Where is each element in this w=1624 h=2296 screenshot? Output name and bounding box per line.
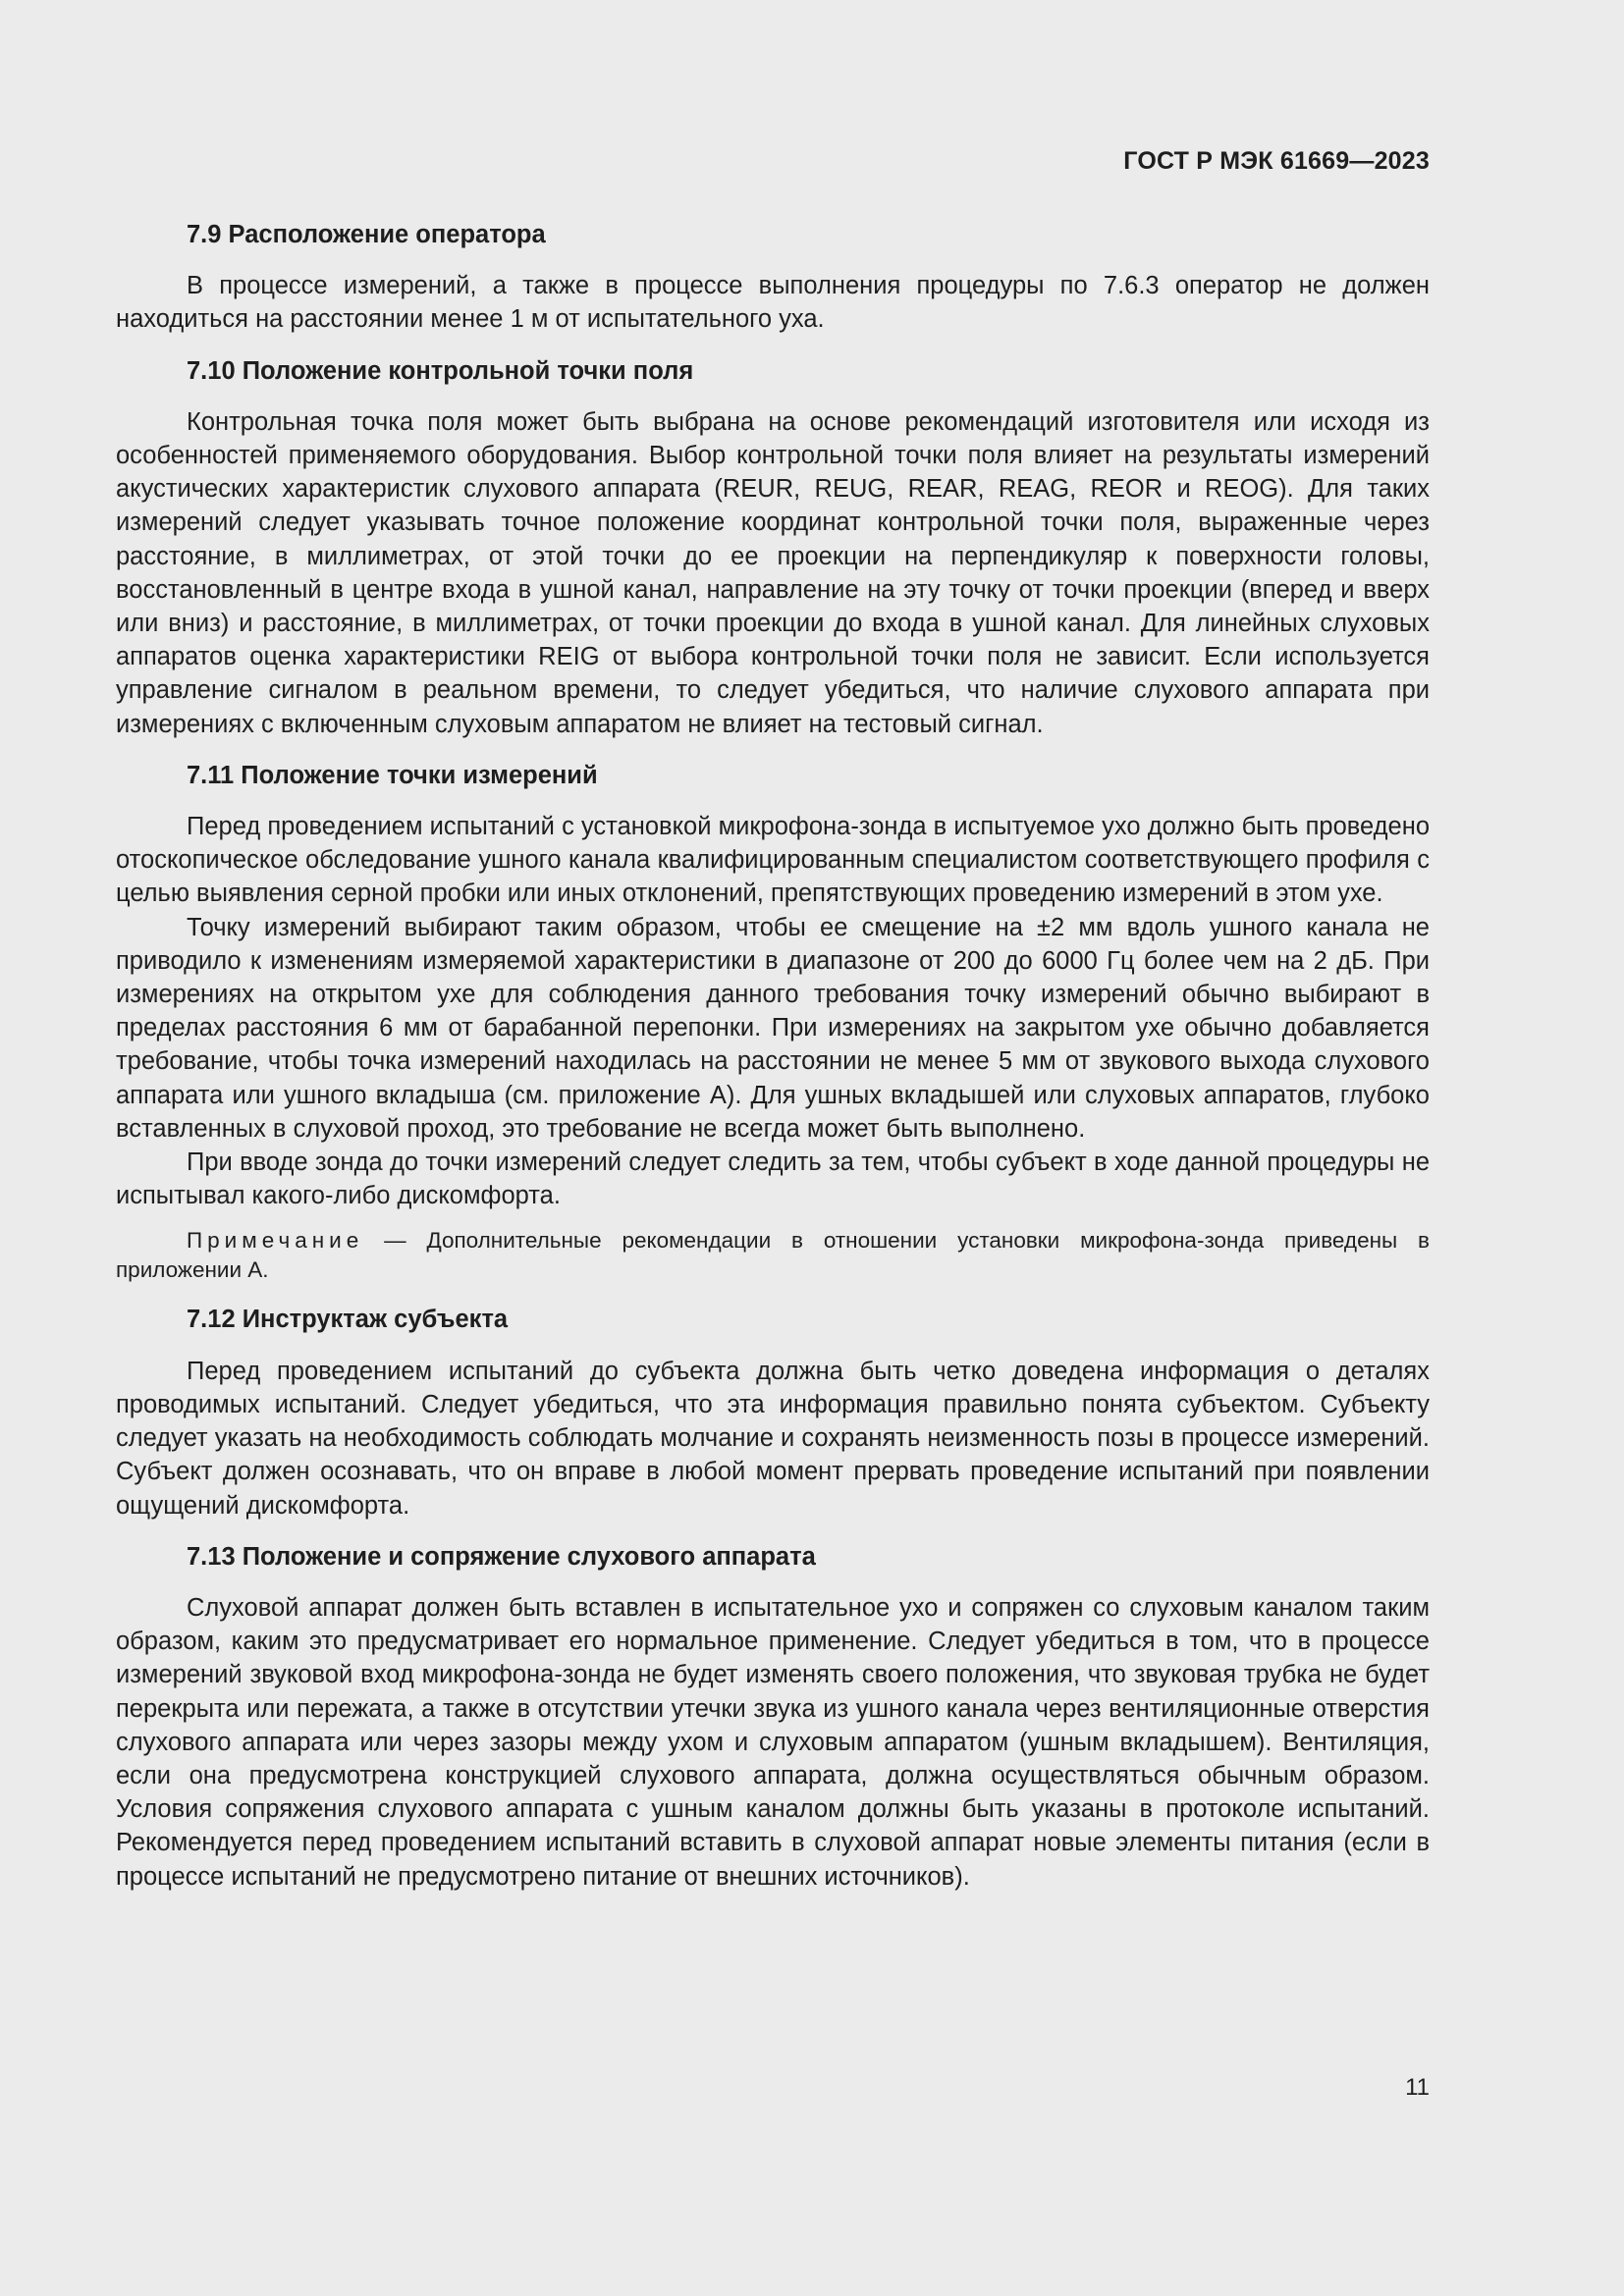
document-body xyxy=(116,218,1430,1894)
paragraph: Перед проведением испытаний с установкой микрофона-зонда в испытуемое ухо должно быть проведено отоскопическое обследование ушного канала квалифицированным специалистом соответствующего профиля с целью выявления серной пробки или иных отклонений, препятствующих проведению измерений в этом ухе. xyxy=(116,813,1430,908)
paragraph: В процессе измерений, а также в процессе выполнения процедуры по 7.6.3 оператор не должен находиться на расстоянии менее 1 м от испытательного уха. xyxy=(116,272,1430,334)
paragraph: Контрольная точка поля может быть выбрана на основе рекомендаций изготовителя или исходя из особенностей применяемого оборудования. Выбор контрольной точки поля влияет на результаты измерений акустических характеристик слухового аппарата (REUR, REUG, REAR, REAG, REOR и REOG). Для таких измерений следует указывать точное положение координат контрольной точки поля, выраженные через расстояние, в миллиметрах, от этой точки до ее проекции на перпендикуляр к поверхности головы, восстановленный в центре входа в ушной канал, направление на эту точку от точки проекции (вперед и вверх или вниз) и расстояние, в миллиметрах, от точки проекции до входа в ушной канал. Для линейных слуховых аппаратов оценка характеристики REIG от выбора контрольной точки поля не зависит. Если используется управление сигналом в реальном времени, то следует убедиться, что наличие слухового аппарата при измерениях с включенным слуховым аппаратом не влияет на тестовый сигнал. xyxy=(116,407,1430,738)
paragraph: При вводе зонда до точки измерений следует следить за тем, чтобы субъект в ходе данной процедуры не испытывал какого-либо дискомфорта. xyxy=(116,1148,1430,1210)
note-text: — Дополнительные рекомендации в отношении установки микрофона-зонда приведены в приложении А. xyxy=(116,1228,1430,1283)
paragraph: Перед проведением испытаний до субъекта должна быть четко доведена информация о деталях проводимых испытаний. Следует убедиться, что эта информация правильно понята субъектом. Субъекту следует указать на необходимость соблюдать молчание и сохранять неизменность позы в процессе измерений. Субъект должен осознавать, что он вправе в любой момент прервать проведение испытаний при появлении ощущений дискомфорта. xyxy=(116,1357,1430,1520)
page-number: 11 xyxy=(1405,2074,1430,2101)
paragraph: Точку измерений выбирают таким образом, чтобы ее смещение на ±2 мм вдоль ушного канала не приводило к изменениям измеряемой характеристики в диапазоне от 200 до 6000 Гц более чем на 2 дБ. При измерениях на открытом ухе для соблюдения данного требования точку измерений обычно выбирают в пределах расстояния 6 мм от барабанной перепонки. При измерениях на закрытом ухе обычно добавляется требование, чтобы точка измерений находилась на расстоянии не менее 5 мм от звукового выхода слухового аппарата или ушного вкладыша (см. приложение А). Для ушных вкладышей или слуховых аппаратов, глубоко вставленных в слуховой проход, это требование не всегда может быть выполнено. xyxy=(116,913,1430,1143)
section-title: 7.13 Положение и сопряжение слухового аппарата xyxy=(187,1542,816,1571)
paragraph: Слуховой аппарат должен быть вставлен в испытательное ухо и сопряжен со слуховым каналом таким образом, каким это предусматривает его нормальное применение. Следует убедиться в том, что в процессе измерений звуковой вход микрофона-зонда не будет изменять своего положения, что звуковая трубка не будет перекрыта или пережата, а также в отсутствии утечки звука из ушного канала через вентиляционные отверстия слухового аппарата или через зазоры между ухом и слуховым аппаратом (ушным вкладышем). Вентиляция, если она предусмотрена конструкцией слухового аппарата, должна осуществляться обычным образом. Условия сопряжения слухового аппарата с ушным каналом должны быть указаны в протоколе испытаний. Рекомендуется перед проведением испытаний вставить в слуховой аппарат новые элементы питания (если в процессе испытаний не предусмотрено питание от внешних источников). xyxy=(116,1593,1430,1891)
section-title: 7.10 Положение контрольной точки поля xyxy=(187,356,694,385)
document-header: ГОСТ Р МЭК 61669—2023 xyxy=(1123,147,1430,175)
section-title: 7.11 Положение точки измерений xyxy=(187,761,598,789)
section-title: 7.9 Расположение оператора xyxy=(187,221,546,248)
note-label: Примечание xyxy=(187,1228,364,1254)
section-title: 7.12 Инструктаж субъекта xyxy=(187,1306,509,1334)
note xyxy=(116,1226,1430,1285)
